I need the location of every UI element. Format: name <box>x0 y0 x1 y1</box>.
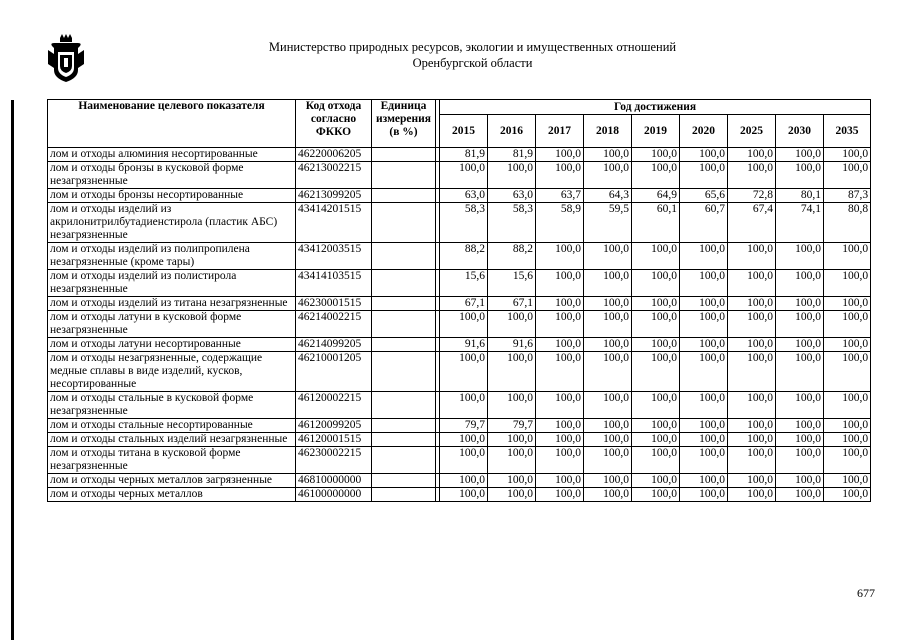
value-cell: 100,0 <box>584 488 632 502</box>
value-cell: 100,0 <box>824 243 871 270</box>
value-cell: 100,0 <box>584 419 632 433</box>
value-cell: 100,0 <box>728 447 776 474</box>
header-year: 2020 <box>680 115 728 148</box>
value-cell: 100,0 <box>440 352 488 392</box>
value-cell: 81,9 <box>488 148 536 162</box>
value-cell: 100,0 <box>536 392 584 419</box>
indicator-name-cell: лом и отходы стальные несортированные <box>48 419 296 433</box>
value-cell: 100,0 <box>632 352 680 392</box>
value-cell: 15,6 <box>488 270 536 297</box>
value-cell: 100,0 <box>680 311 728 338</box>
value-cell: 100,0 <box>776 352 824 392</box>
indicator-name-cell: лом и отходы стальные в кусковой форме незагрязненные <box>48 392 296 419</box>
waste-code-cell: 46213099205 <box>296 189 372 203</box>
value-cell: 100,0 <box>728 474 776 488</box>
value-cell: 100,0 <box>488 311 536 338</box>
value-cell: 100,0 <box>536 433 584 447</box>
value-cell: 100,0 <box>728 488 776 502</box>
value-cell: 100,0 <box>536 311 584 338</box>
value-cell: 74,1 <box>776 203 824 243</box>
value-cell: 100,0 <box>728 338 776 352</box>
value-cell: 80,8 <box>824 203 871 243</box>
waste-code-cell: 46120099205 <box>296 419 372 433</box>
table-header-row <box>48 100 871 115</box>
value-cell: 100,0 <box>680 352 728 392</box>
value-cell: 100,0 <box>728 162 776 189</box>
value-cell: 100,0 <box>776 162 824 189</box>
indicator-name-cell: лом и отходы алюминия несортированные <box>48 148 296 162</box>
indicator-name-cell: лом и отходы изделий из полипропилена незагрязненные (кроме тары) <box>48 243 296 270</box>
indicator-name-cell: лом и отходы изделий из полистирола незагрязненные <box>48 270 296 297</box>
indicator-name-cell: лом и отходы незагрязненные, содержащие медные сплавы в виде изделий, кусков, несортированные <box>48 352 296 392</box>
ministry-title: Министерство природных ресурсов, экологии и имущественных отношений <box>268 40 677 54</box>
table-body <box>48 148 871 502</box>
value-cell: 100,0 <box>632 311 680 338</box>
table-row <box>48 270 871 297</box>
value-cell: 60,7 <box>680 203 728 243</box>
table-row <box>48 488 871 502</box>
scan-edge-line <box>11 100 14 640</box>
coat-of-arms-icon <box>48 34 84 84</box>
value-cell: 15,6 <box>440 270 488 297</box>
value-cell: 100,0 <box>488 352 536 392</box>
value-cell: 100,0 <box>776 488 824 502</box>
value-cell: 100,0 <box>680 433 728 447</box>
value-cell: 100,0 <box>584 447 632 474</box>
value-cell: 100,0 <box>680 488 728 502</box>
value-cell: 100,0 <box>776 148 824 162</box>
value-cell: 100,0 <box>728 243 776 270</box>
header-year: 2030 <box>776 115 824 148</box>
value-cell: 100,0 <box>632 419 680 433</box>
value-cell: 100,0 <box>776 447 824 474</box>
value-cell: 79,7 <box>440 419 488 433</box>
value-cell: 91,6 <box>488 338 536 352</box>
value-cell: 100,0 <box>632 243 680 270</box>
value-cell: 100,0 <box>440 433 488 447</box>
value-cell: 100,0 <box>584 148 632 162</box>
unit-cell <box>372 392 436 419</box>
waste-code-cell: 46214002215 <box>296 311 372 338</box>
indicator-name-cell: лом и отходы изделий из титана незагрязненные <box>48 297 296 311</box>
value-cell: 100,0 <box>824 338 871 352</box>
value-cell: 72,8 <box>728 189 776 203</box>
value-cell: 100,0 <box>440 488 488 502</box>
value-cell: 100,0 <box>584 433 632 447</box>
value-cell: 100,0 <box>776 297 824 311</box>
value-cell: 100,0 <box>680 392 728 419</box>
value-cell: 100,0 <box>680 270 728 297</box>
value-cell: 67,1 <box>440 297 488 311</box>
value-cell: 100,0 <box>824 297 871 311</box>
value-cell: 100,0 <box>536 447 584 474</box>
value-cell: 100,0 <box>584 352 632 392</box>
value-cell: 100,0 <box>728 352 776 392</box>
value-cell: 100,0 <box>584 162 632 189</box>
indicator-name-cell: лом и отходы латуни в кусковой форме незагрязненные <box>48 311 296 338</box>
value-cell: 58,3 <box>440 203 488 243</box>
value-cell: 100,0 <box>824 419 871 433</box>
value-cell: 100,0 <box>584 243 632 270</box>
value-cell: 100,0 <box>824 433 871 447</box>
unit-cell <box>372 433 436 447</box>
value-cell: 100,0 <box>728 311 776 338</box>
table-row <box>48 338 871 352</box>
unit-cell <box>372 270 436 297</box>
unit-cell <box>372 297 436 311</box>
value-cell: 100,0 <box>824 352 871 392</box>
unit-cell <box>372 447 436 474</box>
table-row <box>48 243 871 270</box>
value-cell: 100,0 <box>536 338 584 352</box>
value-cell: 100,0 <box>536 148 584 162</box>
value-cell: 100,0 <box>680 297 728 311</box>
header-year: 2017 <box>536 115 584 148</box>
value-cell: 100,0 <box>536 270 584 297</box>
unit-cell <box>372 488 436 502</box>
value-cell: 100,0 <box>680 474 728 488</box>
value-cell: 81,9 <box>440 148 488 162</box>
value-cell: 100,0 <box>536 419 584 433</box>
value-cell: 100,0 <box>776 433 824 447</box>
value-cell: 100,0 <box>632 447 680 474</box>
value-cell: 100,0 <box>776 270 824 297</box>
value-cell: 100,0 <box>632 270 680 297</box>
value-cell: 100,0 <box>728 148 776 162</box>
unit-cell <box>372 474 436 488</box>
table-row <box>48 297 871 311</box>
value-cell: 100,0 <box>728 270 776 297</box>
value-cell: 100,0 <box>488 447 536 474</box>
unit-cell <box>372 148 436 162</box>
value-cell: 100,0 <box>632 392 680 419</box>
value-cell: 100,0 <box>632 338 680 352</box>
value-cell: 100,0 <box>440 447 488 474</box>
value-cell: 100,0 <box>536 297 584 311</box>
value-cell: 100,0 <box>440 311 488 338</box>
value-cell: 100,0 <box>680 338 728 352</box>
value-cell: 67,1 <box>488 297 536 311</box>
value-cell: 100,0 <box>824 447 871 474</box>
page-number: 677 <box>857 586 875 600</box>
indicator-name-cell: лом и отходы изделий из акрилонитрилбутадиенстирола (пластик АБС) незагрязненные <box>48 203 296 243</box>
value-cell: 60,1 <box>632 203 680 243</box>
waste-code-cell: 46220006205 <box>296 148 372 162</box>
header-year: 2018 <box>584 115 632 148</box>
value-cell: 100,0 <box>680 162 728 189</box>
value-cell: 100,0 <box>536 488 584 502</box>
unit-cell <box>372 311 436 338</box>
value-cell: 100,0 <box>728 297 776 311</box>
value-cell: 100,0 <box>824 474 871 488</box>
waste-code-cell: 43412003515 <box>296 243 372 270</box>
value-cell: 100,0 <box>440 162 488 189</box>
value-cell: 87,3 <box>824 189 871 203</box>
waste-code-cell: 46213002215 <box>296 162 372 189</box>
waste-code-cell: 46810000000 <box>296 474 372 488</box>
value-cell: 100,0 <box>728 392 776 419</box>
value-cell: 100,0 <box>824 162 871 189</box>
value-cell: 65,6 <box>680 189 728 203</box>
table-row <box>48 311 871 338</box>
header-unit: Единица измерения (в %) <box>372 100 436 148</box>
value-cell: 100,0 <box>824 392 871 419</box>
value-cell: 100,0 <box>680 419 728 433</box>
header-year: 2035 <box>824 115 871 148</box>
table-row <box>48 447 871 474</box>
value-cell: 100,0 <box>680 447 728 474</box>
unit-cell <box>372 162 436 189</box>
indicator-name-cell: лом и отходы черных металлов <box>48 488 296 502</box>
unit-cell <box>372 338 436 352</box>
table-row <box>48 419 871 433</box>
waste-code-cell: 46100000000 <box>296 488 372 502</box>
header-waste-code: Код отхода согласно ФККО <box>296 100 372 148</box>
header-year: 2025 <box>728 115 776 148</box>
value-cell: 100,0 <box>536 352 584 392</box>
table-row <box>48 474 871 488</box>
region-title: Оренбургской области <box>412 56 533 70</box>
value-cell: 100,0 <box>824 148 871 162</box>
header-year: 2019 <box>632 115 680 148</box>
unit-cell <box>372 419 436 433</box>
waste-code-cell: 46230002215 <box>296 447 372 474</box>
value-cell: 100,0 <box>584 297 632 311</box>
unit-cell <box>372 203 436 243</box>
waste-code-cell: 46214099205 <box>296 338 372 352</box>
indicator-name-cell: лом и отходы латуни несортированные <box>48 338 296 352</box>
value-cell: 100,0 <box>632 148 680 162</box>
waste-code-cell: 46210001205 <box>296 352 372 392</box>
value-cell: 100,0 <box>776 243 824 270</box>
value-cell: 100,0 <box>584 338 632 352</box>
value-cell: 100,0 <box>584 311 632 338</box>
value-cell: 100,0 <box>536 243 584 270</box>
indicator-name-cell: лом и отходы бронзы несортированные <box>48 189 296 203</box>
value-cell: 100,0 <box>776 392 824 419</box>
value-cell: 100,0 <box>776 474 824 488</box>
waste-code-cell: 43414103515 <box>296 270 372 297</box>
value-cell: 58,3 <box>488 203 536 243</box>
value-cell: 100,0 <box>824 270 871 297</box>
value-cell: 100,0 <box>632 297 680 311</box>
value-cell: 63,0 <box>440 189 488 203</box>
targets-table <box>47 99 871 502</box>
indicator-name-cell: лом и отходы бронзы в кусковой форме незагрязненные <box>48 162 296 189</box>
value-cell: 100,0 <box>632 474 680 488</box>
value-cell: 88,2 <box>488 243 536 270</box>
table-row <box>48 162 871 189</box>
value-cell: 100,0 <box>488 433 536 447</box>
value-cell: 100,0 <box>536 162 584 189</box>
indicator-name-cell: лом и отходы черных металлов загрязненные <box>48 474 296 488</box>
value-cell: 100,0 <box>584 392 632 419</box>
value-cell: 64,9 <box>632 189 680 203</box>
indicator-name-cell: лом и отходы стальных изделий незагрязненные <box>48 433 296 447</box>
header-year-group: Год достижения <box>440 100 871 115</box>
value-cell: 100,0 <box>680 148 728 162</box>
value-cell: 100,0 <box>536 474 584 488</box>
header-year: 2016 <box>488 115 536 148</box>
value-cell: 67,4 <box>728 203 776 243</box>
waste-code-cell: 43414201515 <box>296 203 372 243</box>
header-year: 2015 <box>440 115 488 148</box>
indicator-name-cell: лом и отходы титана в кусковой форме незагрязненные <box>48 447 296 474</box>
table-row <box>48 352 871 392</box>
value-cell: 100,0 <box>488 392 536 419</box>
value-cell: 100,0 <box>440 474 488 488</box>
value-cell: 91,6 <box>440 338 488 352</box>
value-cell: 100,0 <box>632 488 680 502</box>
value-cell: 100,0 <box>632 433 680 447</box>
value-cell: 100,0 <box>632 162 680 189</box>
table-row <box>48 148 871 162</box>
unit-cell <box>372 352 436 392</box>
value-cell: 63,0 <box>488 189 536 203</box>
header-indicator-name: Наименование целевого показателя <box>48 100 296 148</box>
value-cell: 100,0 <box>584 270 632 297</box>
waste-code-cell: 46120002215 <box>296 392 372 419</box>
value-cell: 100,0 <box>488 488 536 502</box>
value-cell: 100,0 <box>776 311 824 338</box>
value-cell: 100,0 <box>728 433 776 447</box>
value-cell: 59,5 <box>584 203 632 243</box>
value-cell: 100,0 <box>824 311 871 338</box>
value-cell: 100,0 <box>728 419 776 433</box>
waste-code-cell: 46120001515 <box>296 433 372 447</box>
value-cell: 100,0 <box>776 419 824 433</box>
value-cell: 100,0 <box>776 338 824 352</box>
value-cell: 100,0 <box>824 488 871 502</box>
table-row <box>48 189 871 203</box>
value-cell: 100,0 <box>584 474 632 488</box>
unit-cell <box>372 243 436 270</box>
value-cell: 100,0 <box>488 162 536 189</box>
value-cell: 64,3 <box>584 189 632 203</box>
value-cell: 88,2 <box>440 243 488 270</box>
waste-code-cell: 46230001515 <box>296 297 372 311</box>
value-cell: 100,0 <box>440 392 488 419</box>
value-cell: 58,9 <box>536 203 584 243</box>
value-cell: 100,0 <box>488 474 536 488</box>
value-cell: 63,7 <box>536 189 584 203</box>
value-cell: 80,1 <box>776 189 824 203</box>
unit-cell <box>372 189 436 203</box>
table-row <box>48 392 871 419</box>
value-cell: 79,7 <box>488 419 536 433</box>
table-row <box>48 433 871 447</box>
table-row <box>48 203 871 243</box>
value-cell: 100,0 <box>680 243 728 270</box>
